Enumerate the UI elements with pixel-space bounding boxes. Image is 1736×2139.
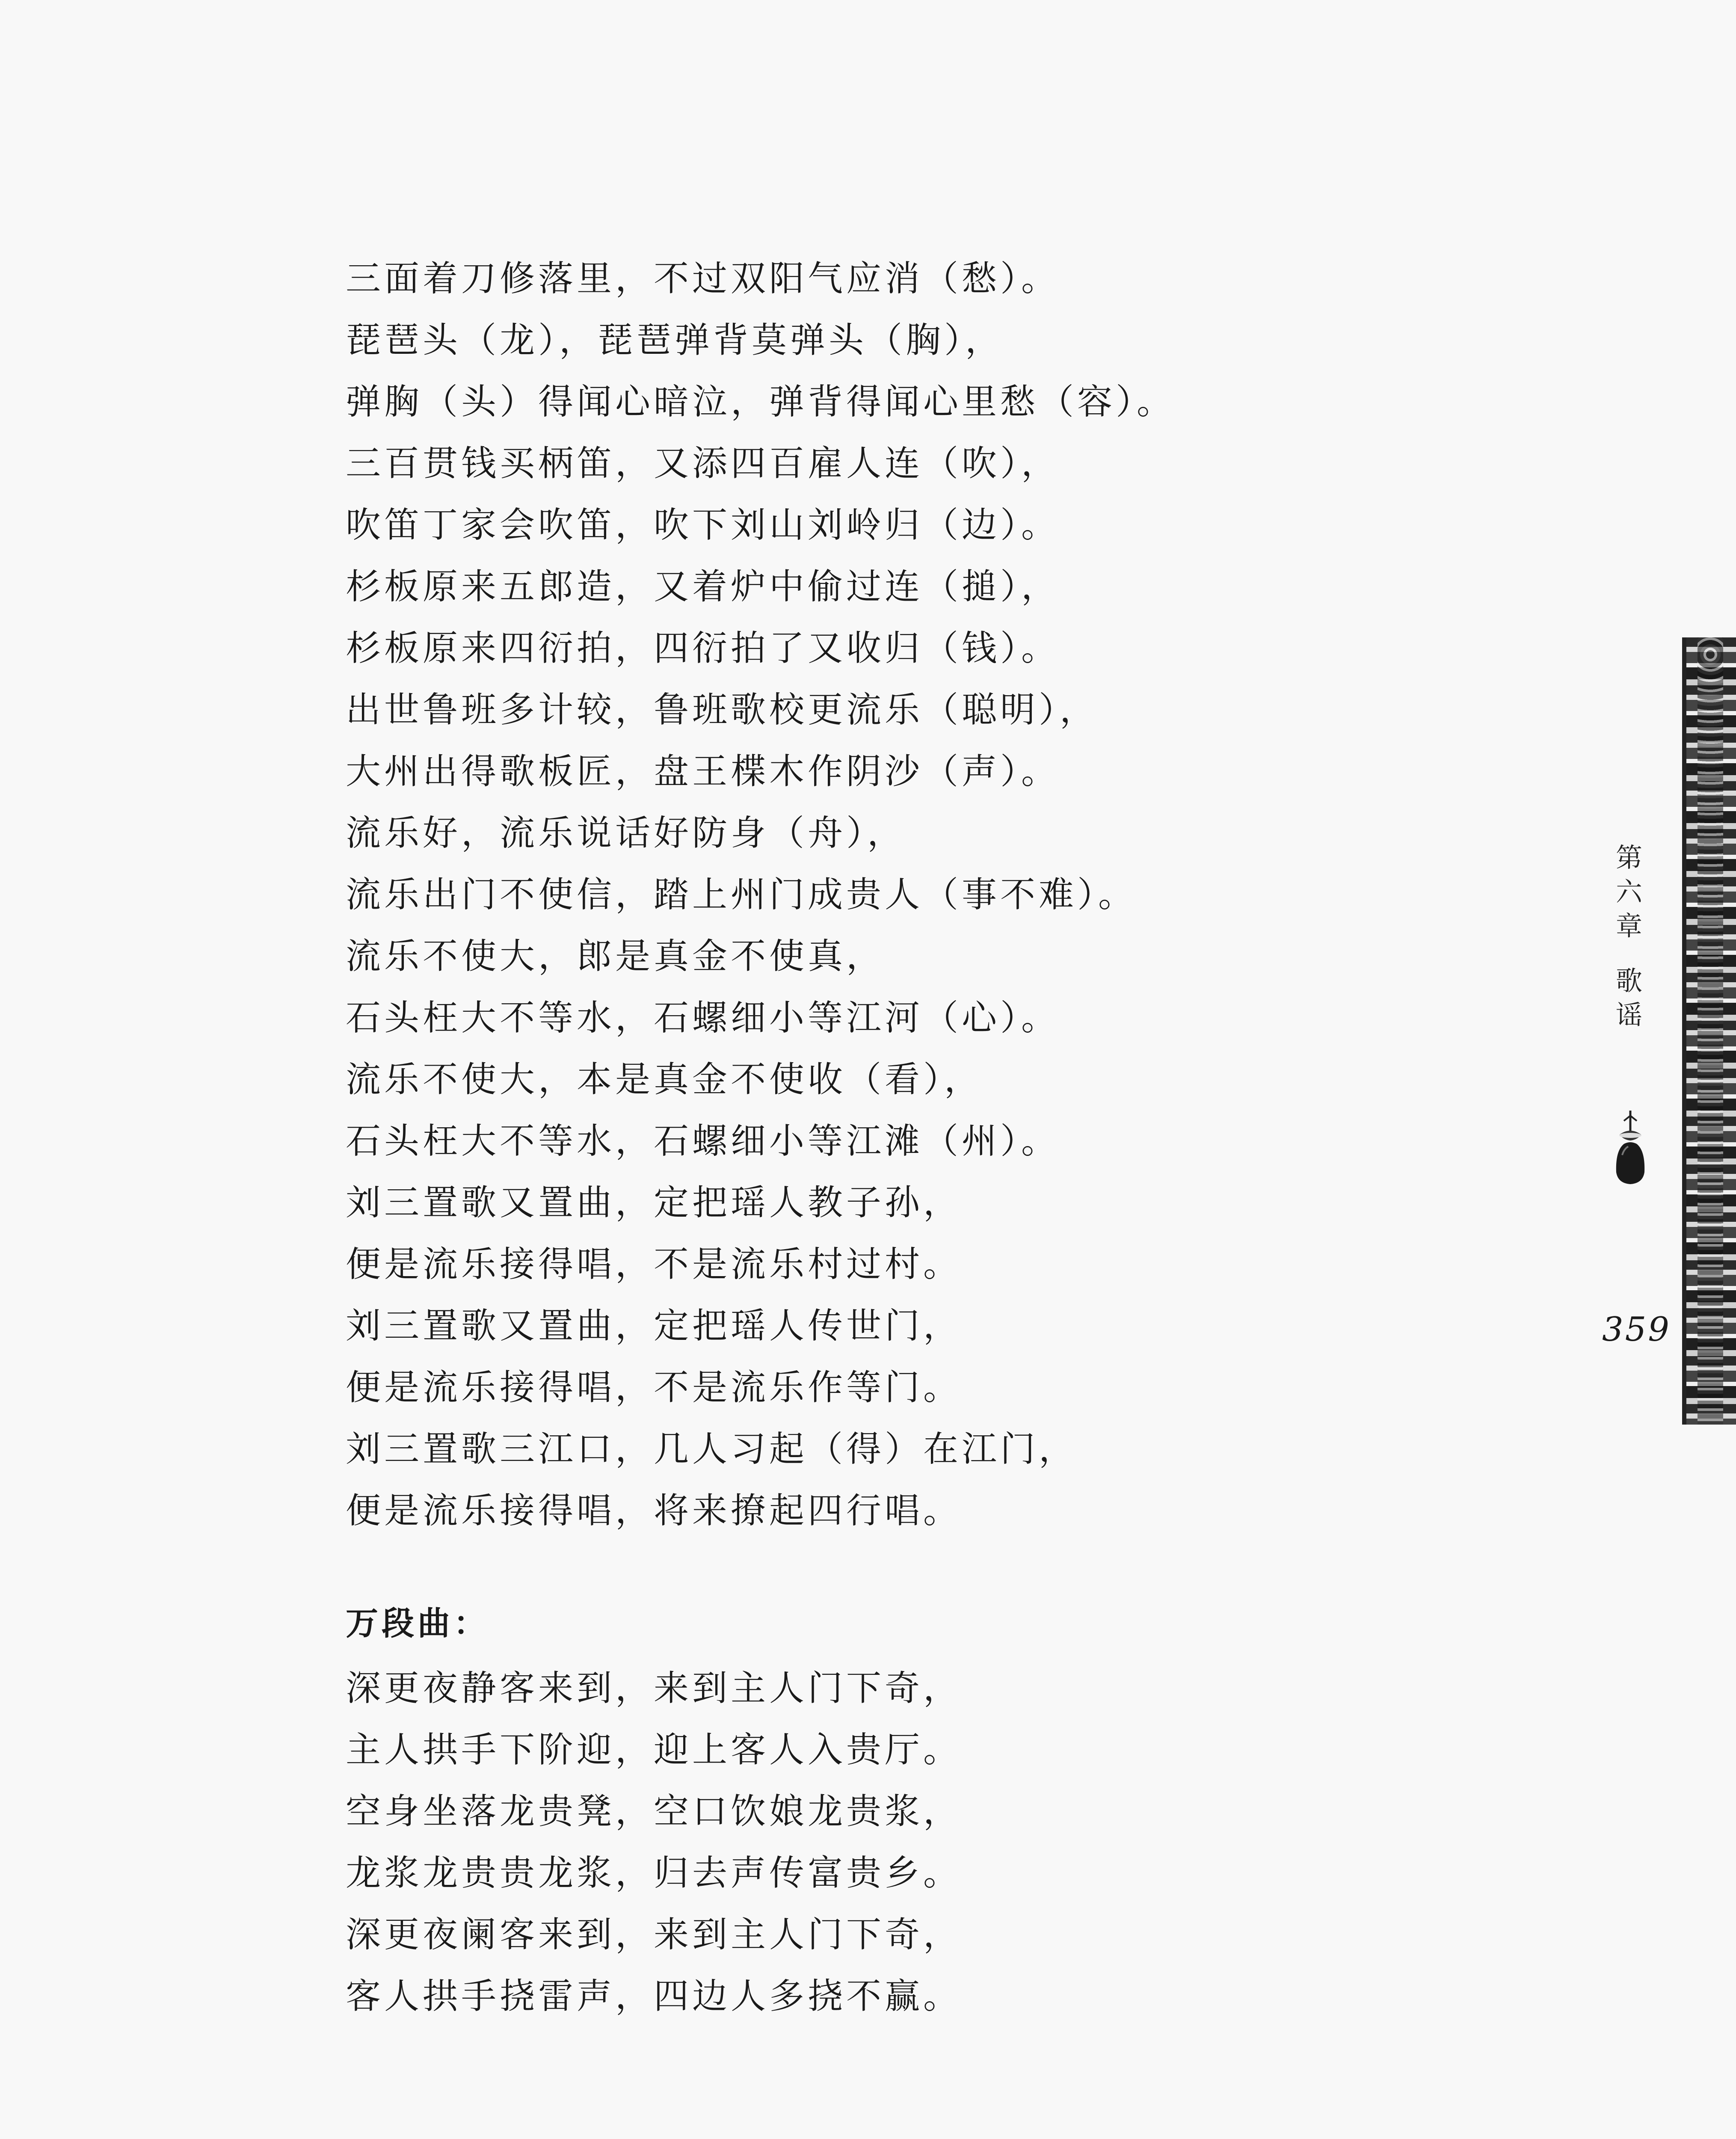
poem-block [346,248,1586,1542]
poem-line: 弹胸（头）得闻心暗泣，弹背得闻心里愁（容）。 [346,382,1176,422]
section-poem-block [346,1658,1586,2027]
section-line: 龙浆龙贵贵龙浆，归去声传富贵乡。 [346,1853,962,1893]
poem-line: 流乐出门不使信，踏上州门成贵人（事不难）。 [346,874,1137,915]
section-title: 万段曲： [346,1604,489,1642]
poem-line: 大州出得歌板匠，盘王楪木作阴沙（声）。 [346,751,1060,792]
decorative-border [1682,637,1736,1425]
poem-line: 杉板原来五郎造，又着炉中偷过连（搥）， [346,566,1060,607]
poem-line: 石头枉大不等水，石螺细小等江河（心）。 [346,998,1060,1038]
chapter-char: 六 [1615,876,1642,907]
poem-line: 三面着刀修落里，不过双阳气应消（愁）。 [346,258,1060,299]
poem-line: 便是流乐接得唱，不是流乐作等门。 [346,1367,962,1408]
poem-line: 石头枉大不等水，石螺细小等江滩（州）。 [346,1121,1060,1161]
poem-line: 便是流乐接得唱，将来撩起四行唱。 [346,1490,962,1531]
poem-line: 杉板原来四衍拍，四衍拍了又收归（钱）。 [346,628,1060,669]
chapter-char: 章 [1615,910,1642,942]
poem-line: 琵琶头（龙），琵琶弹背莫弹头（胸）， [346,320,1004,361]
section-line: 主人拱手下阶迎，迎上客人入贵厅。 [346,1730,962,1770]
section-line: 深更夜静客来到，来到主人门下奇， [346,1668,962,1709]
poem-line: 刘三置歌又置曲，定把瑶人传世门， [346,1306,962,1346]
poem-line: 便是流乐接得唱，不是流乐村过村。 [346,1244,962,1285]
poem-line: 流乐不使大，本是真金不使收（看）， [346,1059,983,1100]
poem-line: 流乐不使大，郎是真金不使真， [346,936,885,977]
bell-icon [1607,1108,1654,1194]
section-line: 空身坐落龙贵凳，空口饮娘龙贵浆， [346,1791,962,1832]
poem-line: 出世鲁班多计较，鲁班歌校更流乐（聪明）， [346,690,1099,730]
section-line: 客人拱手挠雷声，四边人多挠不赢。 [346,1976,962,2017]
chapter-char: 谣 [1615,999,1642,1031]
poem-line: 三百贯钱买柄笛，又添四百雇人连（吹）， [346,443,1060,484]
chapter-heading [1612,841,1646,1032]
chapter-char: 歌 [1615,965,1642,996]
poem-line: 流乐好，流乐说话好防身（舟）， [346,813,906,853]
poem-line: 吹笛丁家会吹笛，吹下刘山刘岭归（边）。 [346,505,1060,545]
poem-line: 刘三置歌三江口，几人习起（得）在江门， [346,1429,1078,1469]
chapter-char: 第 [1615,842,1642,873]
page-number: 359 [1602,1310,1671,1349]
section-line: 深更夜阑客来到，来到主人门下奇， [346,1914,962,1955]
poem-line: 刘三置歌又置曲，定把瑶人教子孙， [346,1182,962,1223]
